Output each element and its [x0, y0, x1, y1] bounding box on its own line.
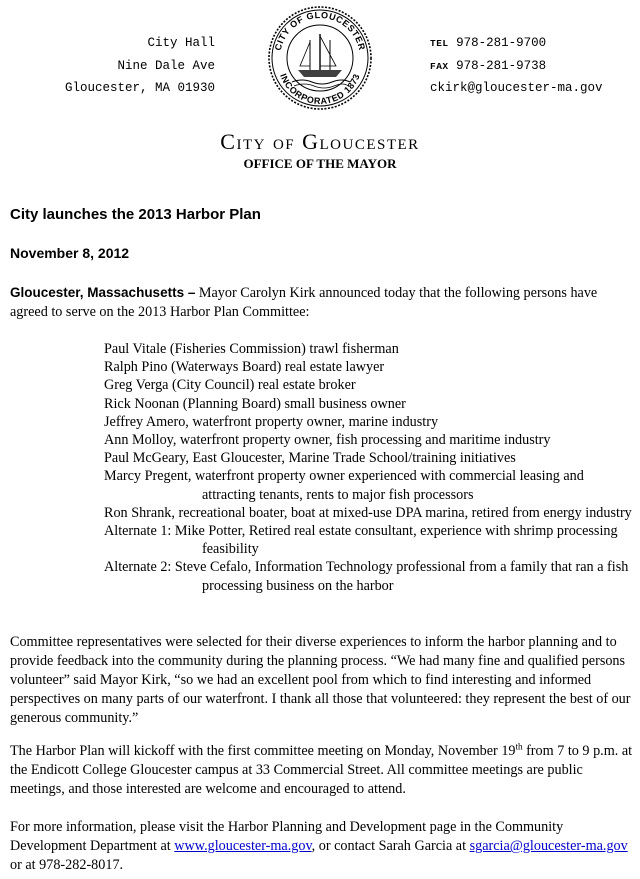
city-title: City of Gloucester — [220, 129, 420, 154]
list-item: Rick Noonan (Planning Board) small business owner — [104, 395, 406, 412]
tel-label: TEL — [430, 38, 449, 49]
list-item: Paul McGeary, East Gloucester, Marine Trade School/training initiatives — [104, 450, 516, 467]
info-text-c: or at 978-282-8017. — [10, 857, 124, 873]
headline: City launches the 2013 Harbor Plan — [10, 206, 261, 223]
release-date: November 8, 2012 — [10, 245, 130, 261]
ordinal-suffix: th — [515, 741, 523, 752]
list-item: Alternate 1: Mike Potter, Retired real estate consultant, experience with shrimp processing feasibility — [104, 523, 618, 558]
svg-text:INCORPORATED 1873 — [278, 72, 362, 106]
address-line-2: Nine Dale Ave — [117, 59, 215, 73]
telephone — [430, 36, 546, 50]
office-title: OFFICE OF THE MAYOR — [243, 156, 397, 171]
list-item: Ron Shrank, recreational boater, boat at mixed-use DPA marina, retired from energy industry — [104, 504, 632, 521]
address-line-1: City Hall — [147, 36, 215, 50]
website-link[interactable]: www.gloucester-ma.gov — [174, 838, 312, 854]
kickoff-text-a: The Harbor Plan will kickoff with the first committee meeting on Monday, November 19 — [10, 743, 516, 759]
seal-bottom-text: INCORPORATED 1873 — [278, 72, 362, 107]
list-item: Jeffrey Amero, waterfront property owner, marine industry — [104, 413, 439, 430]
kickoff-paragraph — [10, 742, 635, 799]
quote-paragraph: Committee representatives were selected for their diverse experiences to inform the harbor planning and to provide feedback into the community during the planning process. “We had many fine and qualified persons volunteer” said Mayor Kirk, “so we had an excellent pool from which to find interesting and informed perspectives on many parts of our waterfront. I thank all those that volunteered: they represent the best of our generous community.” — [10, 634, 631, 726]
list-item: Paul Vitale (Fisheries Commission) trawl fisherman — [104, 341, 399, 357]
info-text-b: , or contact Sarah Garcia at — [311, 838, 470, 854]
intro-text: Mayor Carolyn Kirk announced today that the following persons have agreed to serve on the 2013 Harbor Plan Committee: — [10, 285, 598, 320]
list-item: Greg Verga (City Council) real estate broker — [104, 377, 356, 394]
seal-top-text: CITY OF GLOUCESTER — [272, 9, 368, 52]
address-line-3: Gloucester, MA 01930 — [64, 81, 215, 95]
dateline: Gloucester, Massachusetts – — [10, 285, 196, 300]
email-link[interactable]: sgarcia@gloucester-ma.gov — [469, 838, 628, 854]
city-seal-icon — [256, 4, 384, 112]
list-item: Ralph Pino (Waterways Board) real estate lawyer — [104, 359, 385, 376]
list-item: Marcy Pregent, waterfront property owner experienced with commercial leasing and attracting tenants, rents to major fish processors — [104, 468, 584, 503]
info-paragraph — [10, 818, 635, 875]
tel-value: 978-281-9700 — [456, 36, 547, 50]
intro-paragraph — [10, 283, 635, 322]
mayor-email: ckirk@gloucester-ma.gov — [430, 81, 603, 95]
fax-value: 978-281-9738 — [456, 59, 547, 73]
list-item: Alternate 2: Steve Cefalo, Information Technology professional from a family that ran a fish processing business on the harbor — [104, 559, 629, 594]
kickoff-text-b: from 7 to 9 p.m. at the Endicott College Gloucester campus at 33 Commercial Street. All committee meetings are public meetings, and those interested are welcome and encouraged to attend. — [10, 743, 633, 797]
fax — [430, 59, 546, 73]
list-item: Ann Molloy, waterfront property owner, fish processing and maritime industry — [104, 432, 551, 449]
fax-label: FAX — [430, 61, 449, 72]
info-text-a: For more information, please visit the Harbor Planning and Development page in the Community Development Department at — [10, 819, 564, 854]
committee-list — [104, 340, 634, 595]
